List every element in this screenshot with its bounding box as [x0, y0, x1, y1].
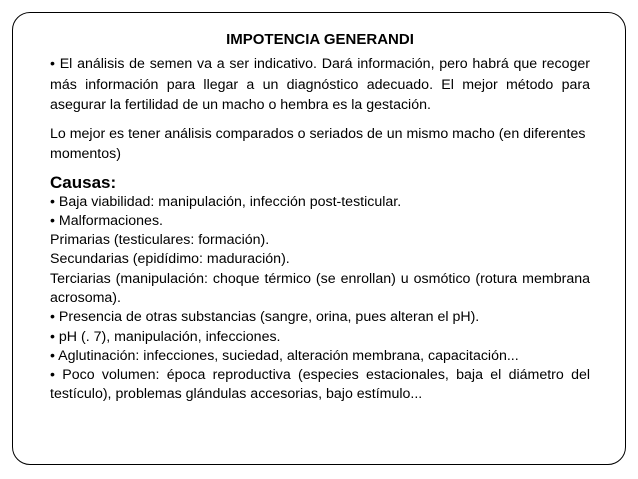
intro-paragraph: • El análisis de semen va a ser indicativo. Dará información, pero habrá que recoger más información para llegar a un diagnóstico adecuado. El mejor método para asegurar la fertilidad de un macho o hembra es la gestación. — [50, 56, 590, 113]
comparison-paragraph: Lo mejor es tener análisis comparados o seriados de un mismo macho (en diferentes momentos) — [50, 125, 586, 162]
cause-item-substances: • Presencia de otras substancias (sangre, orina, pues alteran el pH). — [50, 309, 480, 326]
cause-item-low-volume: • Poco volumen: época reproductiva (especies estacionales, baja el diámetro del testículo), problemas glándulas accesorias, bajo estímulo... — [50, 367, 590, 403]
causes-heading: Causas: — [50, 172, 117, 192]
cause-item-ph: • pH (. 7), manipulación, infecciones. — [50, 328, 281, 345]
slide-title: IMPOTENCIA GENERANDI — [226, 31, 414, 48]
cause-item-primary: Primarias (testiculares: formación). — [50, 232, 270, 249]
cause-item-secondary: Secundarias (epidídimo: maduración). — [50, 251, 290, 268]
cause-item-tertiary: Terciarias (manipulación: choque térmico (se enrollan) u osmótico (rotura membrana acrosoma). — [50, 270, 590, 306]
cause-item-viability: • Baja viabilidad: manipulación, infección post-testicular. — [50, 193, 402, 210]
cause-item-malformations: • Malformaciones. — [50, 212, 163, 229]
slide-content — [50, 30, 590, 405]
cause-item-agglutination: • Aglutinación: infecciones, suciedad, alteración membrana, capacitación... — [50, 347, 519, 364]
